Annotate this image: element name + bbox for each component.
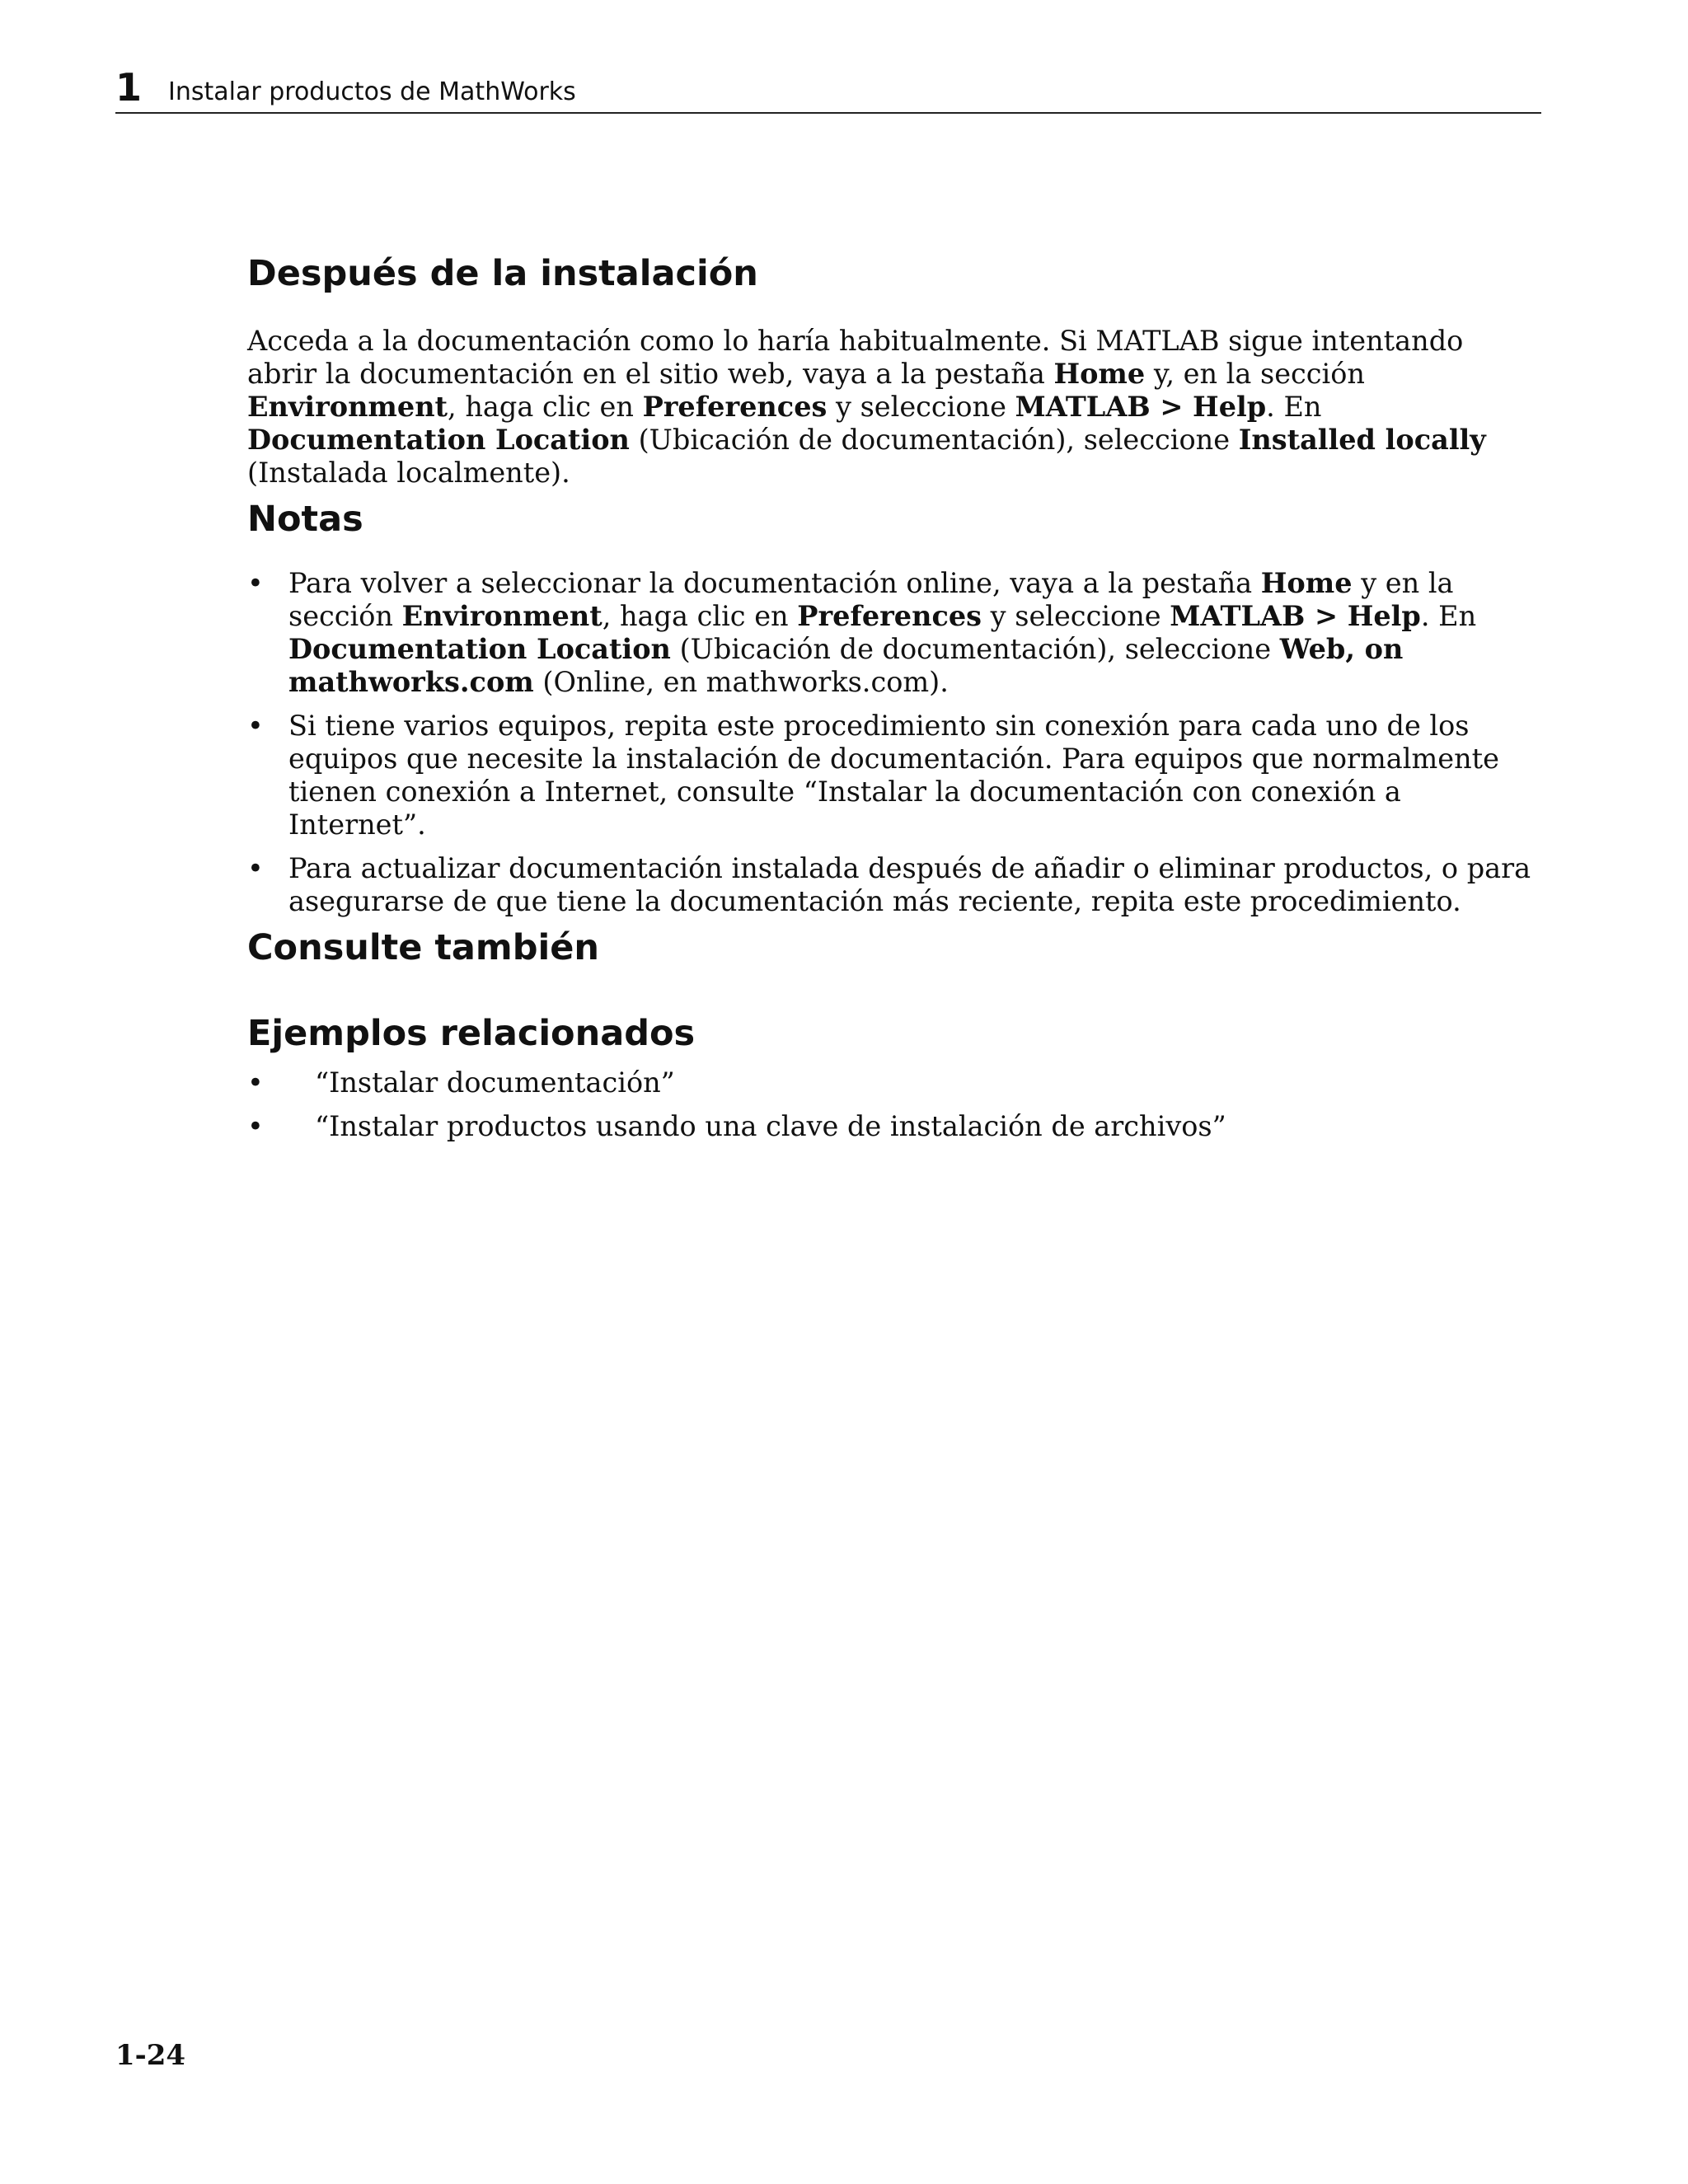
heading-notes: Notas (247, 499, 363, 540)
list-item: • Para volver a seleccionar la documentación online, vaya a la pestaña Home y en la sección Environment, haga clic en Preferences y seleccione MATLAB > Help. En Documentation Location (Ubicación de documentación), seleccione Web, on mathworks.com (Online, en mathworks.com). (247, 567, 1477, 698)
ui-term-matlab-help: MATLAB > Help (1015, 391, 1267, 423)
chapter-title: Instalar productos de MathWorks (168, 77, 576, 106)
list-item: • Para actualizar documentación instalada después de añadir o eliminar productos, o para asegurarse de que tiene la documentación más reciente, repita este procedimiento. (247, 852, 1531, 917)
related-examples-list (247, 1066, 1533, 1154)
ui-term-home: Home (1053, 358, 1146, 390)
chapter-number: 1 (115, 65, 143, 110)
ui-term-preferences: Preferences (642, 391, 828, 423)
bullet-icon: • (247, 1110, 264, 1142)
related-link[interactable]: • “Instalar documentación” (247, 1066, 675, 1099)
related-link[interactable]: • “Instalar productos usando una clave de instalación de archivos” (247, 1110, 1226, 1142)
list-item: • Si tiene varios equipos, repita este procedimiento sin conexión para cada uno de los equipos que necesite la instalación de documentación. Para equipos que normalmente tienen conexión a Internet, consulte “Instalar la documentación con conexión a Internet”. (247, 710, 1499, 841)
heading-after-install: Después de la instalación (247, 253, 758, 294)
heading-related-examples: Ejemplos relacionados (247, 1013, 696, 1054)
bullet-icon: • (247, 852, 264, 884)
bullet-icon: • (247, 710, 264, 742)
ui-term-installed-locally: Installed locally (1238, 424, 1486, 456)
heading-see-also: Consulte también (247, 927, 600, 968)
bullet-icon: • (247, 1066, 264, 1099)
ui-term-documentation-location: Documentation Location (247, 424, 630, 456)
page-number: 1-24 (115, 2039, 186, 2072)
after-install-paragraph: Acceda a la documentación como lo haría habitualmente. Si MATLAB sigue intentando abrir la documentación en el sitio web, vaya a la pestaña Home y, en la sección Environment, haga clic en Preferences y seleccione MATLAB > Help. En Documentation Location (Ubicación de documentación), seleccione Installed locally (Instalada localmente). (247, 325, 1486, 489)
ui-term-environment: Environment (247, 391, 448, 423)
running-header (115, 64, 1541, 114)
bullet-icon: • (247, 567, 264, 599)
notes-list (247, 567, 1533, 929)
